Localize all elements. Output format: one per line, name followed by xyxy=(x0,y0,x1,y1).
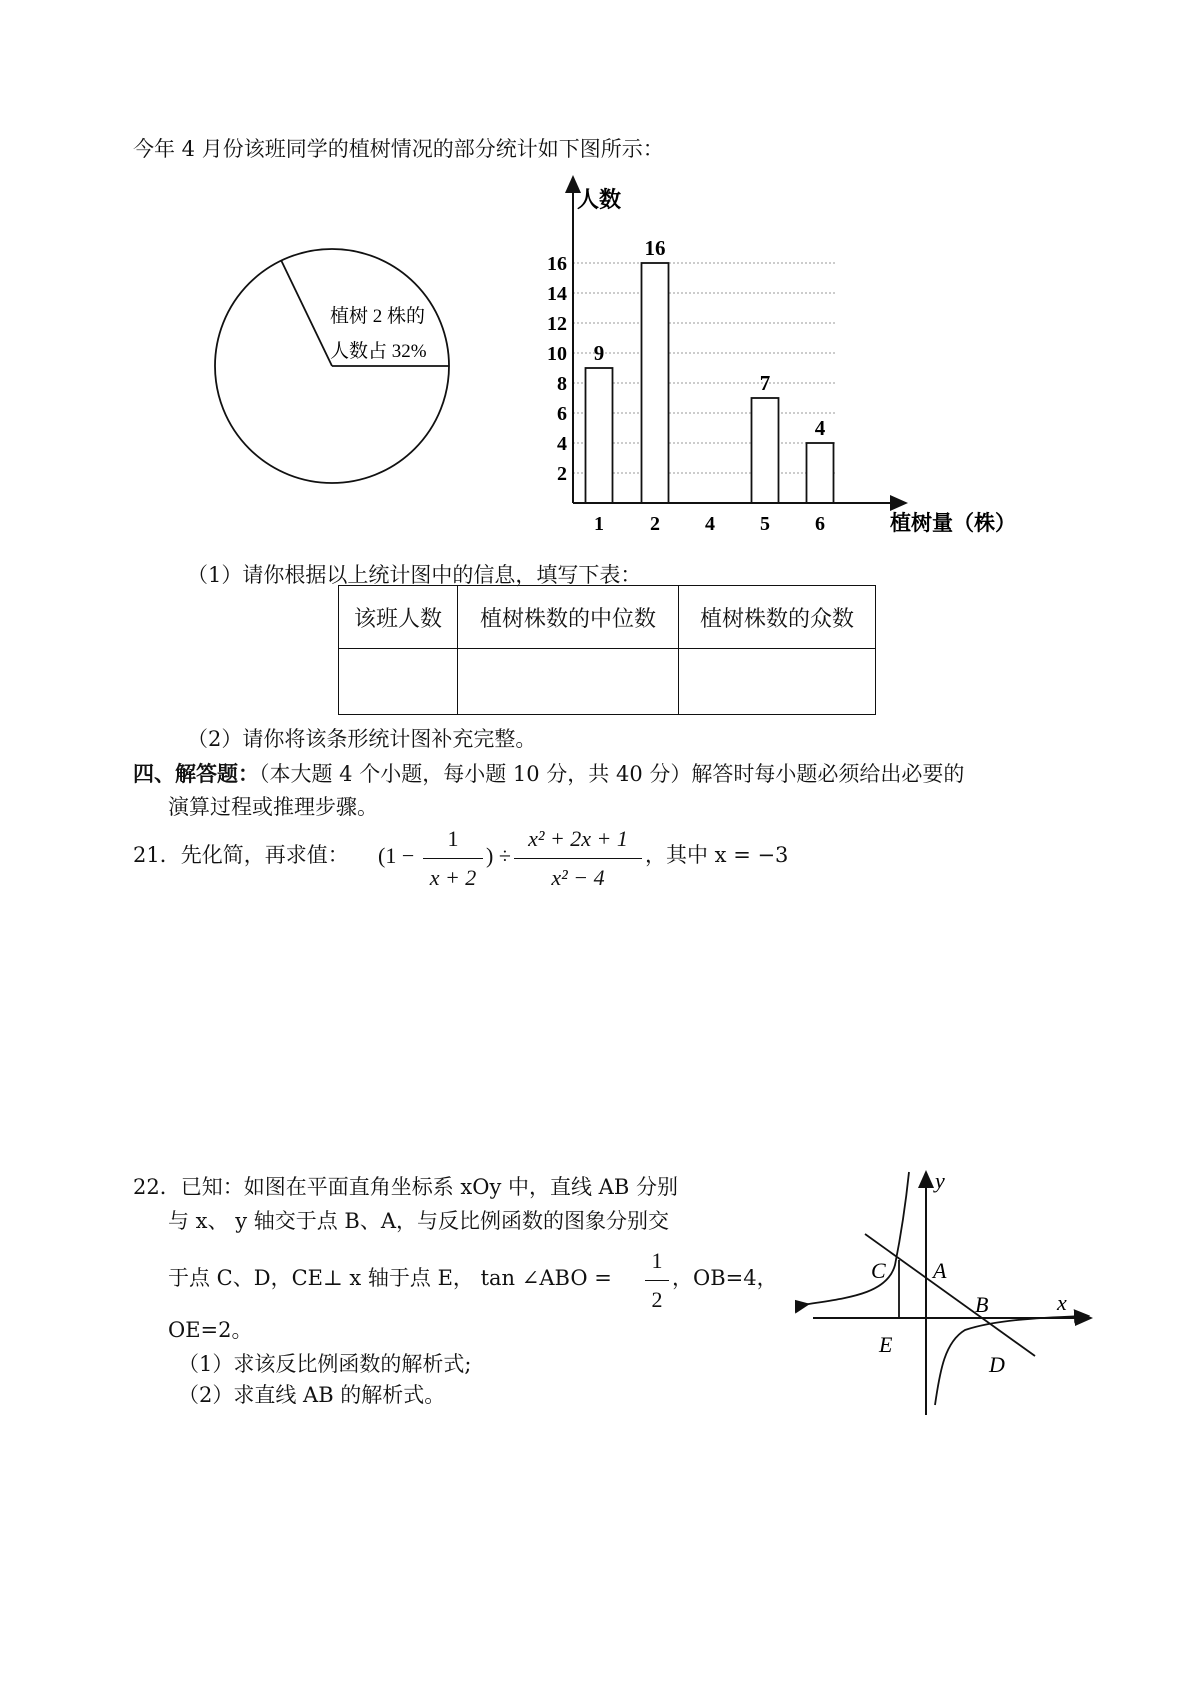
p21-f1-denominator: x + 2 xyxy=(429,865,477,890)
table-header-median: 植树株数的中位数 xyxy=(458,586,679,649)
bar-chart xyxy=(535,175,1055,540)
answer-cell-mode[interactable] xyxy=(679,649,876,715)
bar xyxy=(752,398,779,503)
y-tick-label: 10 xyxy=(547,343,567,365)
section-title: 四、解答题： xyxy=(133,761,259,786)
problem-22-line2: 与 x、 y 轴交于点 B、A，与反比例函数的图象分别交 xyxy=(168,1209,670,1233)
y-tick-label: 2 xyxy=(557,463,567,485)
pie-chart xyxy=(210,240,460,490)
pie-radius-2 xyxy=(281,260,332,366)
problem-22-line4: OE=2。 xyxy=(168,1318,253,1342)
p21-fraction-2 xyxy=(514,826,642,891)
p21-fraction-1 xyxy=(423,826,483,891)
bar-data-label: 4 xyxy=(814,416,826,440)
graph-label-C: C xyxy=(871,1258,886,1283)
intro-text: 今年 4 月份该班同学的植树情况的部分统计如下图所示： xyxy=(133,137,664,161)
problem-21-prefix: 21．先化简，再求值： xyxy=(133,843,349,867)
problem-22-sub1: （1）求该反比例函数的解析式; xyxy=(178,1352,472,1376)
bar-data-label: 7 xyxy=(759,371,771,395)
p22-frac-denominator: 2 xyxy=(651,1287,663,1312)
y-tick-label: 8 xyxy=(557,373,567,395)
section-desc-2: 演算过程或推理步骤。 xyxy=(168,795,378,819)
bar-data-label: 9 xyxy=(593,341,605,365)
graph-label-A: A xyxy=(933,1258,947,1283)
bar xyxy=(586,368,613,503)
graph-label-x: x xyxy=(1057,1290,1067,1315)
table-header-class-size: 该班人数 xyxy=(339,586,458,649)
x-tick-label: 6 xyxy=(815,513,825,535)
question-1: （1）请你根据以上统计图中的信息，填写下表： xyxy=(187,563,642,587)
problem-22-line1: 22．已知：如图在平面直角坐标系 xOy 中，直线 AB 分别 xyxy=(133,1175,678,1199)
p21-f2-numerator: x² + 2x + 1 xyxy=(528,826,628,851)
p21-open-paren: (1 − xyxy=(378,843,415,868)
question-2: （2）请你将该条形统计图补充完整。 xyxy=(187,727,537,751)
hyperbola-left-branch xyxy=(803,1172,909,1305)
y-tick-label: 4 xyxy=(557,433,567,455)
y-tick-label: 16 xyxy=(547,253,567,275)
coordinate-graph xyxy=(795,1170,1095,1430)
graph-label-E: E xyxy=(879,1332,893,1357)
p21-f1-numerator: 1 xyxy=(447,826,459,851)
x-axis-title: 植树量（株） xyxy=(890,511,1016,535)
p21-condition: ，其中 x = −3 xyxy=(645,843,789,867)
bar-data-label: 16 xyxy=(644,236,666,260)
pie-label-line1: 植树 2 株的 xyxy=(330,306,426,327)
answer-cell-class-size[interactable] xyxy=(339,649,458,715)
table-header-mode: 植树株数的众数 xyxy=(679,586,876,649)
graph-label-B: B xyxy=(975,1292,989,1317)
bar xyxy=(807,443,834,503)
section-desc-1: （本大题 4 个小题，每小题 10 分，共 40 分）解答时每小题必须给出必要的 xyxy=(259,762,965,786)
x-tick-label: 2 xyxy=(650,513,660,535)
graph-label-y: y xyxy=(935,1170,945,1193)
y-tick-label: 12 xyxy=(547,313,567,335)
section-header xyxy=(133,763,964,785)
answer-cell-median[interactable] xyxy=(458,649,679,715)
problem-22-line3b: ，OB=4， xyxy=(672,1266,778,1290)
pie-label-line2: 人数占 32% xyxy=(330,341,427,362)
x-tick-label: 5 xyxy=(760,513,770,535)
p22-tan-fraction xyxy=(645,1248,669,1313)
p21-divide: ) ÷ xyxy=(486,843,511,868)
answer-table xyxy=(338,585,876,715)
x-tick-label: 4 xyxy=(705,513,715,535)
bar xyxy=(642,263,669,503)
y-axis-title: 人数 xyxy=(577,187,622,212)
problem-22-sub2: （2）求直线 AB 的解析式。 xyxy=(178,1383,446,1407)
y-tick-label: 14 xyxy=(547,283,567,305)
graph-label-D: D xyxy=(989,1352,1005,1377)
problem-22-line3a: 于点 C、D，CE⊥ x 轴于点 E， tan ∠ABO = xyxy=(168,1266,612,1290)
x-tick-label: 1 xyxy=(594,513,604,535)
hyperbola-right-branch xyxy=(935,1316,1083,1405)
p22-frac-numerator: 1 xyxy=(651,1248,663,1273)
y-tick-label: 6 xyxy=(557,403,567,425)
p21-f2-denominator: x² − 4 xyxy=(551,865,605,890)
